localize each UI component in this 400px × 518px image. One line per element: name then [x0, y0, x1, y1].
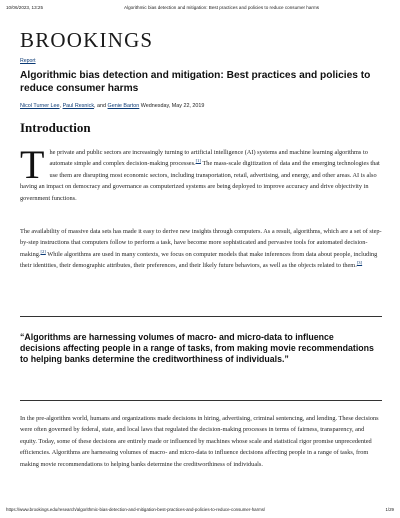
paragraph-text: The availability of massive data sets has made it easy to derive new insights through computers. As a result, algorithms, which are a set of step-by-step instructions that computers follow to perform a task, have become more sophisticated and pervasive tools for automated decision-making.: [20, 228, 382, 258]
footnote-link-1[interactable]: [1]: [195, 158, 201, 164]
pull-quote-top-rule: [20, 316, 382, 317]
publish-date: Wednesday, May 22, 2019: [139, 103, 205, 109]
footnote-link-2[interactable]: [2]: [40, 248, 46, 254]
byline: [20, 103, 204, 109]
author-link-paul-resnick[interactable]: Paul Resnick: [62, 103, 95, 109]
author-link-genie-barton[interactable]: Genie Barton: [107, 103, 140, 109]
author-link-nicol-turner-lee[interactable]: Nicol Turner Lee: [20, 103, 60, 109]
pull-quote: “Algorithms are harnessing volumes of macro- and micro-data to influence decisions affecting people in a range of tasks, from making movie recommendations to helping banks determine the creditworthiness of individuals.”: [20, 332, 374, 365]
print-page-title: Algorithmic bias detection and mitigation: Best practices and policies to reduce consumer harms: [124, 5, 320, 10]
byline-separator: ,: [59, 103, 63, 109]
paragraph-data-sets: [20, 226, 382, 272]
paragraph-pre-algorithm: In the pre-algorithm world, humans and organizations made decisions in hiring, advertising, criminal sentencing, and lending. These decisions were often governed by federal, state, and local laws that regulated the decision-making processes in terms of fairness, transparency, and equity. Today, some of these decisions are entirely made or influenced by machines whose scale and statistical rigor promise unprecedented efficiencies. Algorithms are harnessing volumes of macro- and micro-data to influence decisions affecting people in a range of tasks, from making movie recommendations to helping banks determine the creditworthiness of individuals.: [20, 415, 379, 468]
paragraph-intro: [20, 142, 382, 204]
page-number: 1/29: [385, 507, 394, 512]
paragraph-text: he private and public sectors are increasingly turning to artificial intelligence (AI) systems and machine learning algorithms to automate simple and complex decision-making processes.: [49, 149, 368, 168]
drop-cap: T: [20, 142, 45, 187]
brookings-logo[interactable]: BROOKINGS: [20, 28, 154, 52]
footnote-link-3[interactable]: [3]: [356, 260, 363, 266]
paragraph-text: The mass-scale digitization of data and the emerging technologies that use them are disrupting most economic sectors, including transportation, retail, advertising, and energy, and other areas. AI is also having an impact on democracy and governance as computerized systems are being deployed to improve accuracy and drive objectivity in government functions.: [20, 160, 380, 202]
byline-separator: , and: [94, 103, 108, 109]
pull-quote-bottom-rule: [20, 400, 382, 401]
print-date: 10/06/2023, 13:25: [6, 5, 44, 10]
print-url: https://www.brookings.edu/research/algorithmic-bias-detection-and-mitigation-best-practices-and-policies-to-reduce-consumer-harms/: [6, 507, 266, 512]
report-category-link[interactable]: Report: [20, 58, 36, 64]
section-title: Introduction: [20, 120, 91, 135]
paragraph-text: While algorithms are used in many contexts, we focus on computer models that make inferences from data about people, including their identities, their demographic attributes, their preferences, and their likely future behaviors, as well as the objects related to them.: [20, 250, 378, 270]
article-headline: Algorithmic bias detection and mitigation: Best practices and policies to reduce consumer harms: [20, 70, 371, 94]
